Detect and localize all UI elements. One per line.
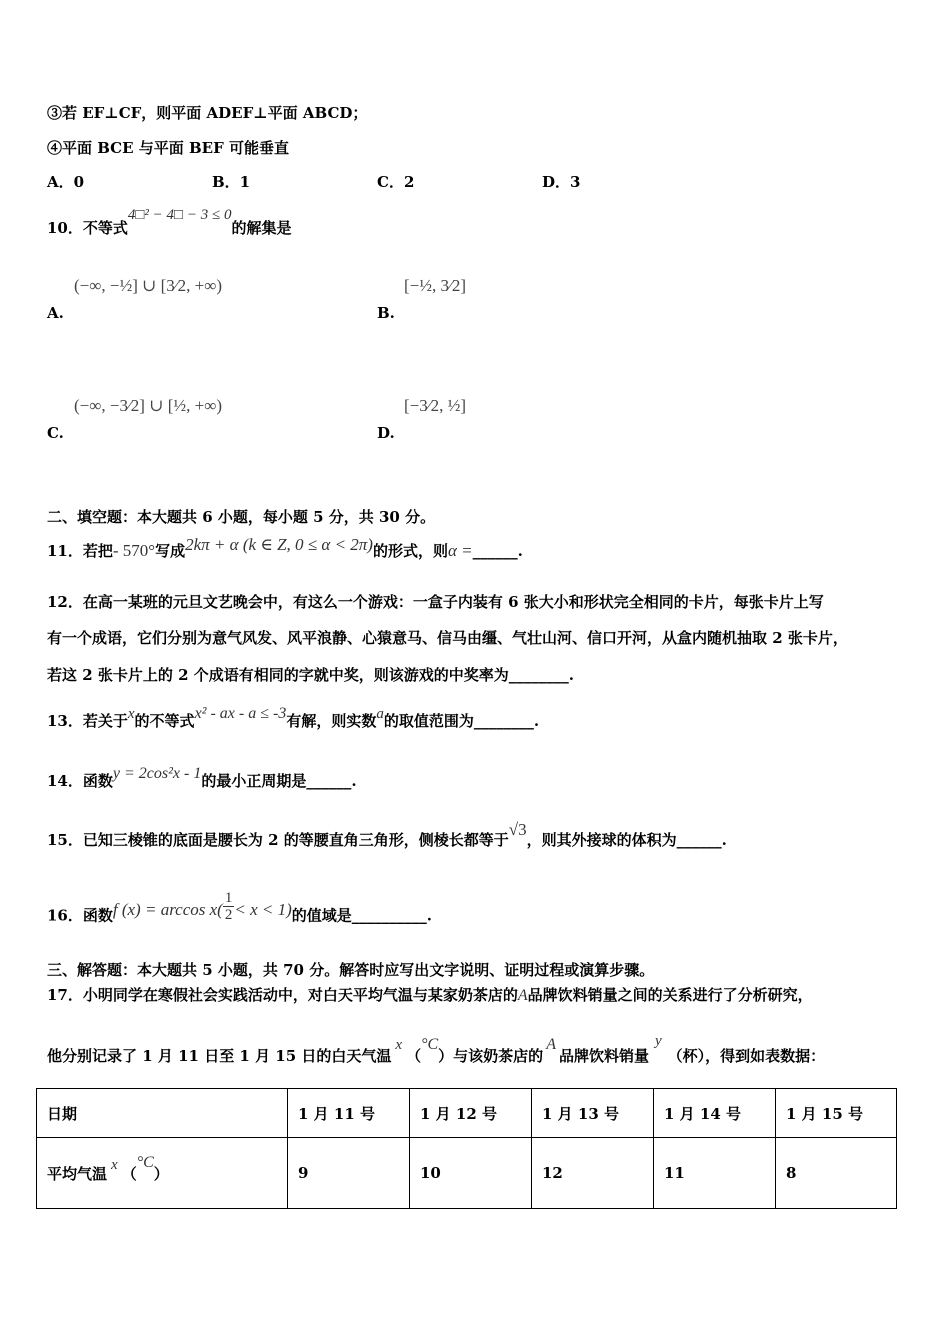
q13-math-x: x xyxy=(127,706,135,722)
q15-prefix: 15．已知三棱锥的底面是腰长为 2 的等腰直角三角形，侧棱长都等于 xyxy=(47,831,509,849)
q9-option-a: A．0 xyxy=(47,173,85,191)
q13-suffix: 的取值范围为________. xyxy=(383,712,540,730)
q12-line-1: 12．在高一某班的元旦文艺晚会中，有这么一个游戏：一盒子内装有 6 张大小和形状完全相同的卡片，每张卡片上写 xyxy=(47,593,824,611)
table-header-cell: 1 月 14 号 xyxy=(654,1089,776,1138)
q17-line2-part1: 他分别记录了 1 月 11 日至 1 月 15 日的白天气温 xyxy=(47,1047,392,1065)
q17-line2-part5: （杯），得到如表数据： xyxy=(667,1047,826,1065)
q13-math-a: a xyxy=(376,706,384,722)
q14-stem xyxy=(47,765,357,791)
q16-math-b: < x < 1) xyxy=(234,899,292,919)
table-row-label xyxy=(37,1138,288,1209)
q17-line-1 xyxy=(47,984,813,1005)
row-label-math-x: x xyxy=(111,1156,118,1173)
q17-math-celsius: °C xyxy=(421,1036,439,1053)
q16-frac-num: 1 xyxy=(224,890,233,906)
q14-math: y = 2cos²x - 1 xyxy=(112,765,202,782)
q17-math-a1: A xyxy=(517,987,528,1004)
table-cell: 8 xyxy=(776,1138,897,1209)
q17-math-y: y xyxy=(654,1033,662,1049)
section-2-heading: 二、填空题：本大题共 6 小题，每小题 5 分，共 30 分。 xyxy=(47,508,436,526)
q11-math-angle: - 570° xyxy=(112,541,156,560)
q10-option-c: C. xyxy=(47,424,64,442)
q13-math-inequality: x² - ax - a ≤ -3 xyxy=(194,705,287,722)
row-label-math-celsius: °C xyxy=(136,1153,154,1171)
table-cell: 9 xyxy=(288,1138,410,1209)
q16-math-a: f (x) = arccos x( xyxy=(112,899,223,919)
q16-suffix: 的值域是__________. xyxy=(291,906,432,925)
table-cell: 11 xyxy=(654,1138,776,1209)
q11-prefix: 11．若把 xyxy=(47,542,113,560)
table-row xyxy=(37,1138,897,1209)
q10-suffix: 的解集是 xyxy=(231,219,292,237)
q16-frac-den: 2 xyxy=(224,907,233,923)
q10-stem xyxy=(47,207,292,238)
q9-item-3: ③若 EF⊥CF，则平面 ADEF⊥平面 ABCD； xyxy=(47,104,368,122)
q15-suffix: ，则其外接球的体积为______. xyxy=(526,831,727,849)
q11-math-alpha: α = xyxy=(447,541,473,560)
q15-math: √3 xyxy=(508,820,527,839)
q16-stem xyxy=(47,890,432,933)
q17-line2-part4: 品牌饮料销量 xyxy=(558,1047,649,1065)
q13-mid1: 的不等式 xyxy=(134,712,195,730)
q10-option-d: D. xyxy=(377,424,395,442)
table-header-cell: 1 月 12 号 xyxy=(410,1089,532,1138)
q14-suffix: 的最小正周期是______. xyxy=(201,772,357,790)
q11-math-form: 2kπ + α (k ∈ Z, 0 ≤ α < 2π) xyxy=(185,535,373,554)
q9-item-4: ④平面 BCE 与平面 BEF 可能垂直 xyxy=(47,139,289,157)
q11-blank: ______. xyxy=(472,542,523,560)
q14-prefix: 14．函数 xyxy=(47,772,113,790)
q11-mid: 写成 xyxy=(155,542,186,560)
table-header-row xyxy=(37,1089,897,1138)
q13-prefix: 13．若关于 xyxy=(47,712,128,730)
section-3-heading: 三、解答题：本大题共 5 小题，共 70 分。解答时应写出文字说明、证明过程或演算步骤。 xyxy=(47,961,655,979)
q17-math-a2: A xyxy=(546,1036,556,1053)
table-header-cell: 1 月 15 号 xyxy=(776,1089,897,1138)
q17-line1-suffix: 品牌饮料销量之间的关系进行了分析研究， xyxy=(527,986,813,1004)
q15-stem xyxy=(47,820,727,850)
q10-option-a-math: (−∞, −½] ∪ [3⁄2, +∞) xyxy=(74,276,222,295)
q10-option-b-math: [−½, 3⁄2] xyxy=(404,276,466,295)
q9-option-d: D．3 xyxy=(542,173,581,191)
q9-option-b: B．1 xyxy=(212,173,251,191)
row-label-text: 平均气温 xyxy=(47,1164,108,1183)
q10-option-c-math: (−∞, −3⁄2] ∪ [½, +∞) xyxy=(74,396,222,415)
q13-stem xyxy=(47,705,540,731)
q10-prefix: 10．不等式 xyxy=(47,219,128,237)
q17-line1-prefix: 17．小明同学在寒假社会实践活动中，对白天平均气温与某家奶茶店的 xyxy=(47,986,518,1004)
q16-prefix: 16．函数 xyxy=(47,906,113,925)
temperature-table xyxy=(36,1088,897,1209)
q12-line-3: 若这 2 张卡片上的 2 个成语有相同的字就中奖，则该游戏的中奖率为________. xyxy=(47,666,574,684)
q17-line2-part2: （ xyxy=(406,1047,422,1065)
q10-option-d-math: [−3⁄2, ½] xyxy=(404,396,466,415)
q11-suffix1: 的形式，则 xyxy=(372,542,448,560)
table-header-cell: 日期 xyxy=(37,1089,288,1138)
row-label-paren-close: ） xyxy=(153,1164,169,1183)
table-cell: 10 xyxy=(410,1138,532,1209)
q9-option-c: C．2 xyxy=(377,173,415,191)
q10-option-a: A. xyxy=(47,304,64,322)
row-label-paren-open: （ xyxy=(121,1164,137,1183)
q17-line-2 xyxy=(47,1033,826,1066)
q10-math: 4□² − 4□ − 3 ≤ 0 xyxy=(127,207,232,223)
table-cell: 12 xyxy=(532,1138,654,1209)
q10-option-b: B. xyxy=(377,304,395,322)
q13-mid2: 有解，则实数 xyxy=(286,712,377,730)
q12-line-2: 有一个成语，它们分别为意气风发、风平浪静、心猿意马、信马由缰、气壮山河、信口开河，从盒内随机抽取 2 张卡片， xyxy=(47,629,848,647)
table-header-cell: 1 月 13 号 xyxy=(532,1089,654,1138)
q16-fraction xyxy=(223,890,235,923)
table-header-cell: 1 月 11 号 xyxy=(288,1089,410,1138)
q17-line2-part3: ）与该奶茶店的 xyxy=(438,1047,544,1065)
q11-stem xyxy=(47,535,523,561)
q17-math-x: x xyxy=(395,1037,403,1053)
